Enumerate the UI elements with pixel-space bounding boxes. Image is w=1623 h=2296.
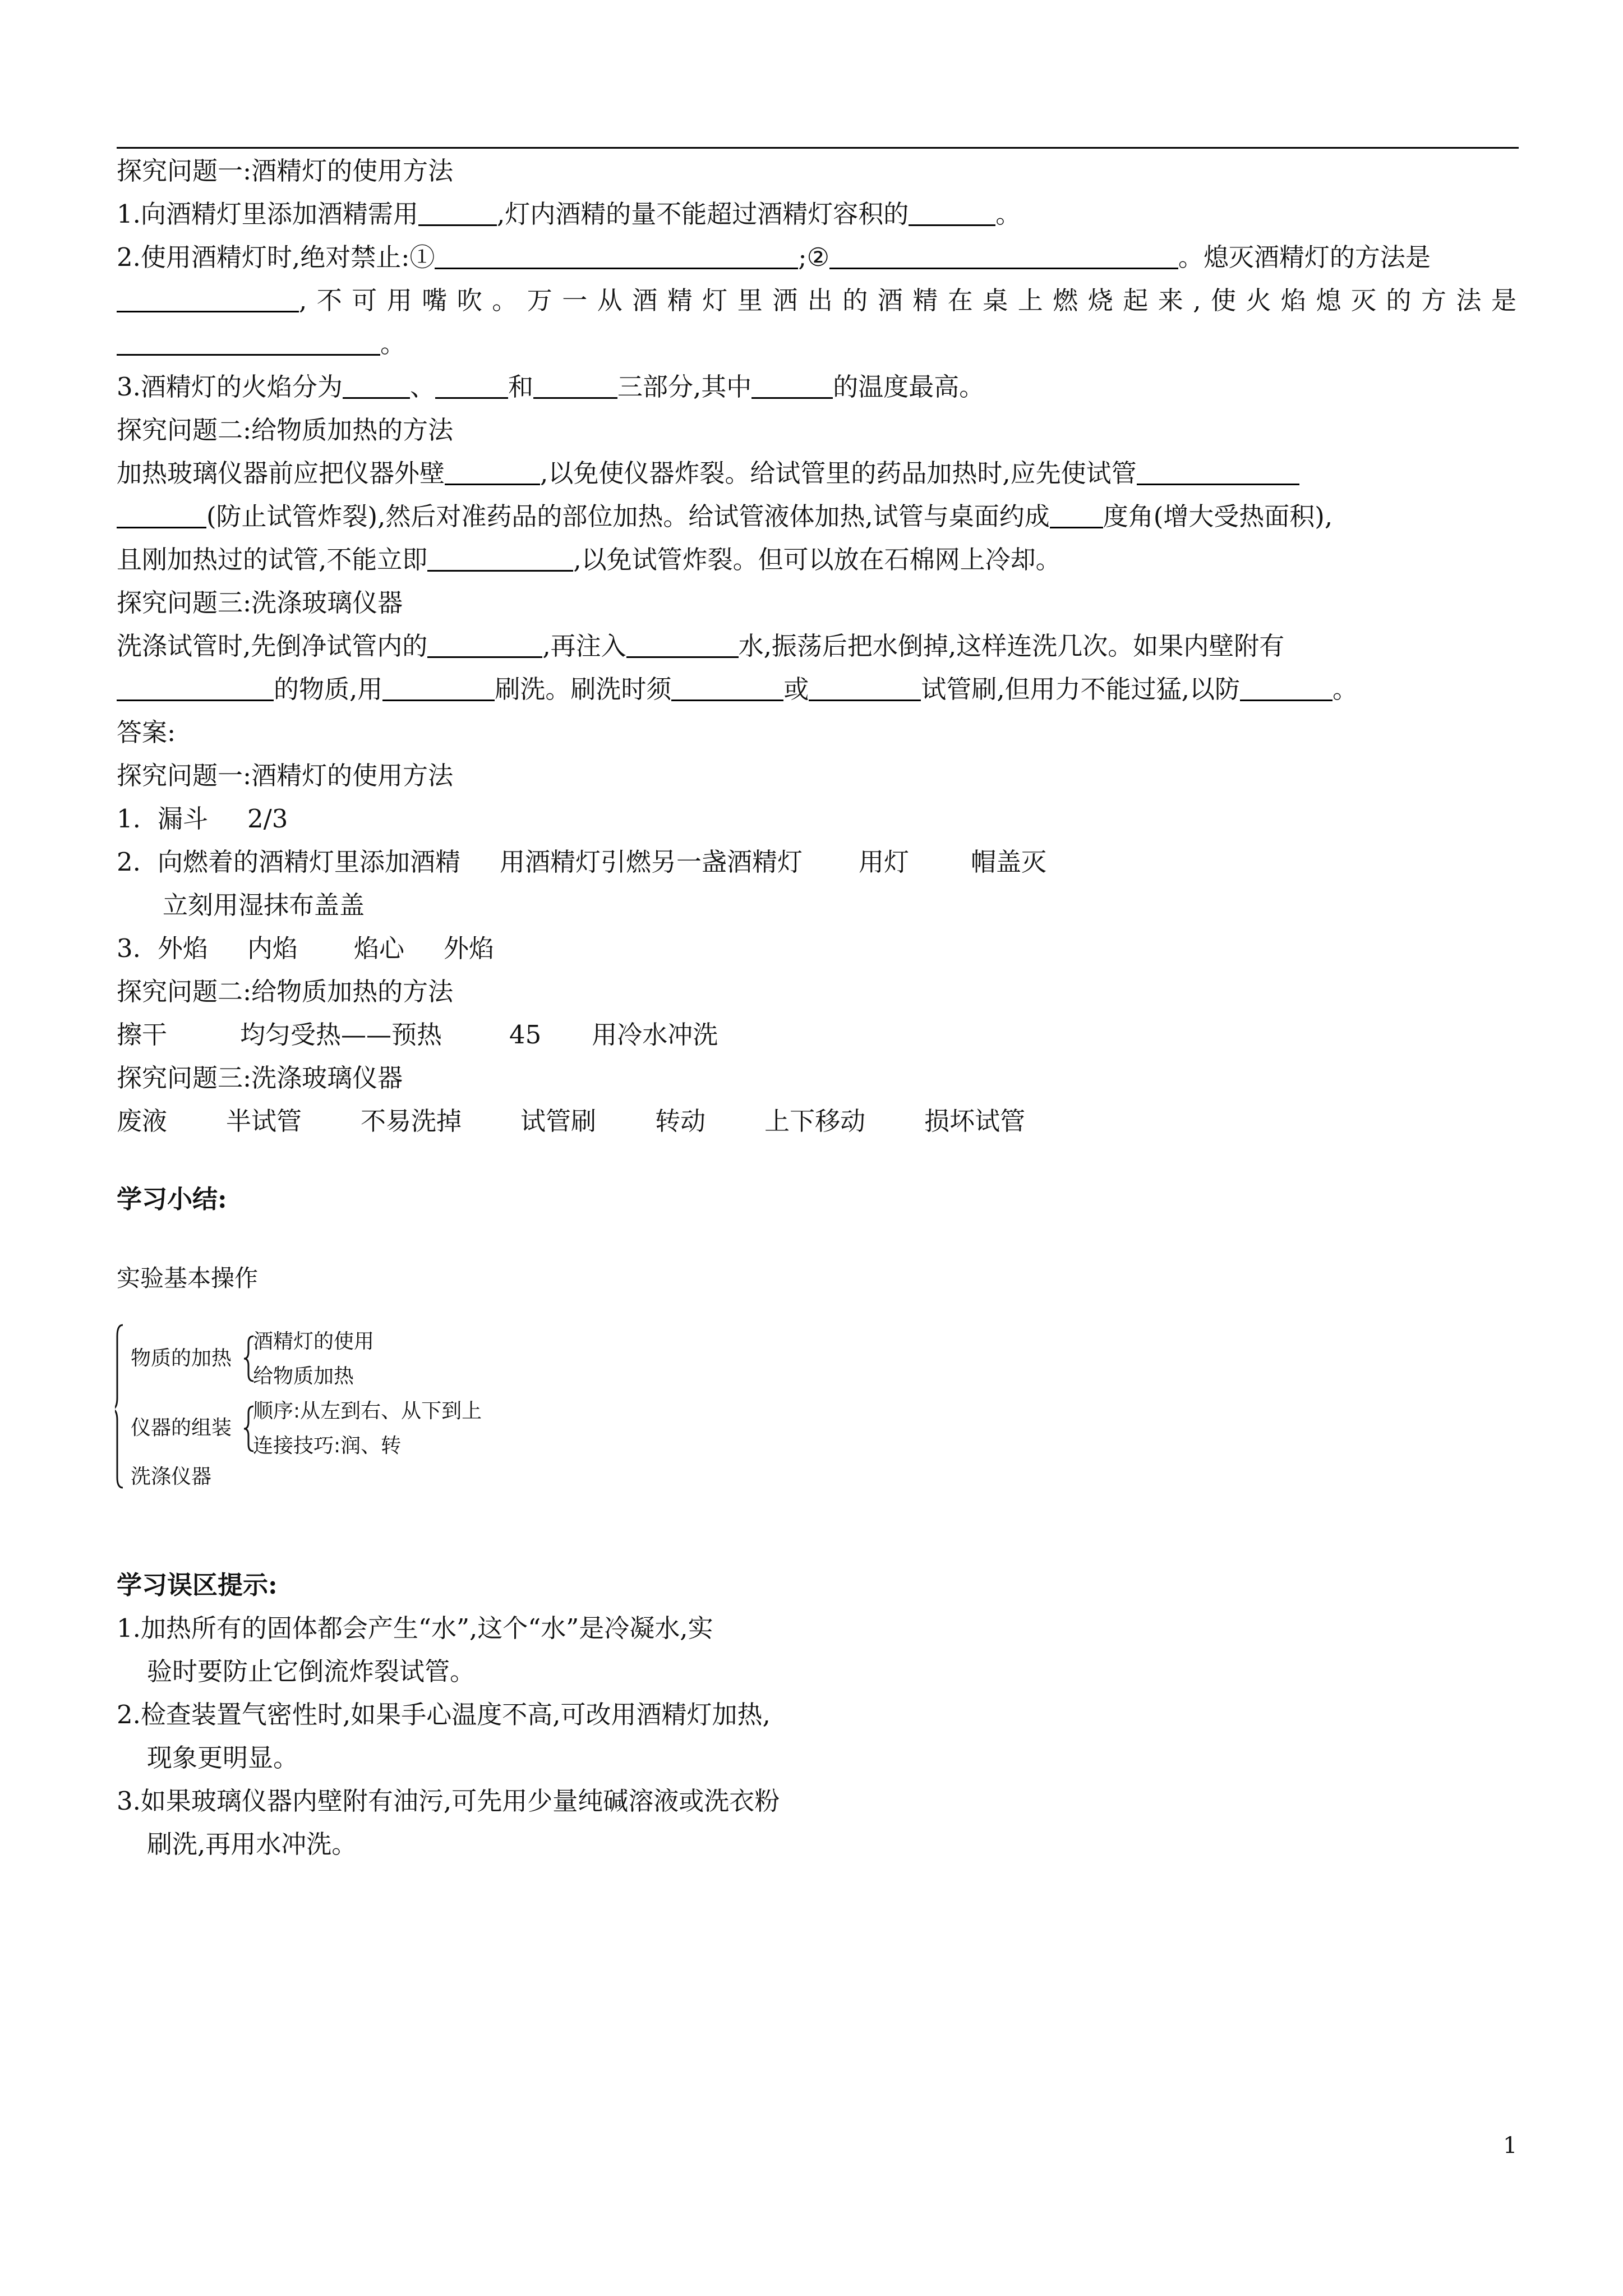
tree-node-washing: 洗涤仪器: [131, 1465, 212, 1488]
blank[interactable]: [909, 202, 995, 226]
blank[interactable]: [435, 245, 798, 269]
answer-2-cont: 立刻用湿抹布盖盖: [163, 890, 365, 920]
tips-heading: 学习误区提示:: [117, 1570, 278, 1600]
q1-line-1: 1.向酒精灯里添加酒精需用 ,灯内酒精的量不能超过酒精灯容积的 。: [117, 199, 1021, 229]
answer-4: 擦干 均匀受热——预热 45 用冷水冲洗: [117, 1020, 718, 1050]
q2-line-1: 加热玻璃仪器前应把仪器外壁 ,以免使仪器炸裂。给试管里的药品加热时,应先使试管: [117, 461, 1519, 486]
blank[interactable]: [1137, 461, 1299, 485]
blank[interactable]: [445, 461, 540, 485]
blank[interactable]: [117, 332, 380, 356]
answer-2: 2. 向燃着的酒精灯里添加酒精 用酒精灯引燃另一盏酒精灯 用灯 帽盖灭: [117, 847, 1046, 877]
tree-node-lamp-use: 酒精灯的使用: [253, 1330, 375, 1353]
summary-tree-diagram: [115, 1319, 541, 1493]
q1-line-4: 。: [117, 331, 405, 356]
blank[interactable]: [117, 504, 206, 528]
blank[interactable]: [427, 634, 542, 658]
tip-3-line-1: 3.如果玻璃仪器内壁附有油污,可先用少量纯碱溶液或洗衣粉: [117, 1786, 780, 1816]
blank[interactable]: [533, 375, 617, 399]
summary-subtitle: 实验基本操作: [117, 1264, 259, 1292]
answer-5: 废液 半试管 不易洗掉 试管刷 转动 上下移动 损坏试管: [117, 1106, 1026, 1136]
blank[interactable]: [117, 677, 274, 701]
blank[interactable]: [1240, 677, 1332, 701]
blank[interactable]: [809, 677, 921, 701]
tree-node-order: 顺序:从左到右、从下到上: [253, 1400, 482, 1423]
q1-line-5: 3.酒精灯的火焰分为 、 和 三部分,其中 的温度最高。: [117, 372, 985, 402]
blank[interactable]: [1050, 504, 1103, 528]
answers-heading: 答案:: [117, 717, 176, 747]
tree-node-heating-substances: 给物质加热: [253, 1365, 354, 1388]
q2-line-3: 且刚加热过的试管,不能立即 ,以免试管炸裂。但可以放在石棉网上冷却。: [117, 545, 1061, 574]
tree-node-connection: 连接技巧:润、转: [253, 1434, 402, 1457]
blank[interactable]: [427, 547, 573, 572]
answer-1: 1. 漏斗 2/3: [117, 804, 288, 834]
blank[interactable]: [343, 375, 410, 399]
tip-2-line-2: 现象更明显。: [147, 1743, 299, 1773]
blank[interactable]: [626, 634, 739, 658]
q2-line-2: (防止试管炸裂),然后对准药品的部位加热。给试管液体加热,试管与桌面约成 度角(增大受热面积),: [117, 504, 1519, 529]
header-rule: [117, 147, 1519, 149]
tip-1-line-1: 1.加热所有的固体都会产生“水”,这个“水”是冷凝水,实: [117, 1613, 713, 1643]
tip-1-line-2: 验时要防止它倒流炸裂试管。: [147, 1657, 476, 1686]
tip-3-line-2: 刷洗,再用水冲洗。: [147, 1829, 357, 1859]
q3-title: 探究问题三:洗涤玻璃仪器: [117, 588, 403, 618]
blank[interactable]: [418, 202, 497, 226]
q1-title: 探究问题一:酒精灯的使用方法: [117, 156, 454, 186]
blank[interactable]: [435, 375, 508, 399]
q1-line-3: ,不可用嘴吹。万一从酒精灯里洒出的酒精在桌上燃烧起来,使火焰熄灭的方法是: [117, 288, 1516, 313]
summary-heading: 学习小结:: [117, 1184, 227, 1214]
blank[interactable]: [829, 245, 1178, 269]
answers-q3-title: 探究问题三:洗涤玻璃仪器: [117, 1063, 403, 1093]
blank[interactable]: [117, 288, 299, 312]
q2-title: 探究问题二:给物质加热的方法: [117, 415, 454, 445]
tree-node-heating: 物质的加热: [131, 1347, 232, 1370]
q3-line-1: 洗涤试管时,先倒净试管内的 ,再注入 水,振荡后把水倒掉,这样连洗几次。如果内壁附有: [117, 631, 1285, 661]
answer-3: 3. 外焰 内焰 焰心 外焰: [117, 933, 494, 963]
page-number: 1: [1503, 2133, 1518, 2159]
q1-line-2: 2.使用酒精灯时,绝对禁止:① ;② 。熄灭酒精灯的方法是: [117, 242, 1431, 272]
answers-q1-title: 探究问题一:酒精灯的使用方法: [117, 761, 454, 790]
blank[interactable]: [751, 375, 833, 399]
blank[interactable]: [671, 677, 783, 701]
q3-line-2: 的物质,用 刷洗。刷洗时须 或 试管刷,但用力不能过猛,以防 。: [117, 677, 1358, 702]
blank[interactable]: [382, 677, 495, 701]
tree-node-assembly: 仪器的组装: [131, 1416, 232, 1439]
tip-2-line-1: 2.检查装置气密性时,如果手心温度不高,可改用酒精灯加热,: [117, 1700, 771, 1729]
answers-q2-title: 探究问题二:给物质加热的方法: [117, 977, 454, 1006]
